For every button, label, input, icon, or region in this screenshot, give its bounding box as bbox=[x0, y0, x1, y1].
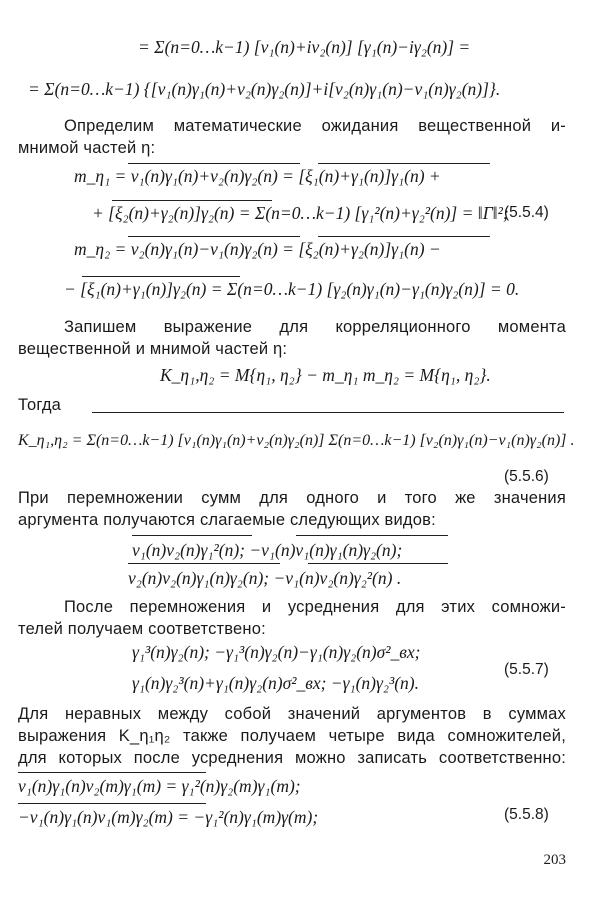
paragraph-2-line-1: Запишем выражение для корреляционного момента bbox=[64, 318, 566, 336]
equation-m-eta2-line-1: m_η₂ = ν₂(n)γ₁(n)−ν₁(n)γ₂(n) = [ξ₂(n)+γ₂(n)]γ₁(n) − bbox=[74, 239, 441, 259]
equation-correlation-moment: K_η₁,η₂ = M{η₁, η₂} − m_η₁ m_η₂ = M{η₁, η₂}. bbox=[160, 365, 491, 385]
equation-number-554: (5.5.4) bbox=[504, 204, 549, 221]
equation-averaged-line-2: γ₁(n)γ₂³(n)+γ₁(n)γ₂(n)σ²_вх; −γ₁(n)γ₂³(n). bbox=[132, 673, 419, 693]
equation-m-eta1-line-2: + [ξ₂(n)+γ₂(n)]γ₂(n) = Σ(n=0…k−1) [γ₁²(n)+γ₂²(n)] = ‖Γ‖²; bbox=[92, 203, 509, 223]
paragraph-then: Тогда bbox=[18, 396, 62, 414]
paragraph-6-line-2: выражения K_η₁η₂ также получаем четыре вида сомножителей, bbox=[18, 727, 566, 745]
overline-12 bbox=[18, 772, 206, 773]
overline-2 bbox=[318, 163, 490, 164]
equation-m-eta1-line-1: m_η₁ = ν₁(n)γ₁(n)+ν₂(n)γ₂(n) = [ξ₁(n)+γ₁(n)]γ₁(n) + bbox=[74, 166, 441, 186]
overline-13 bbox=[18, 803, 206, 804]
paragraph-4-line-1: При перемножении сумм для одного и того же значения bbox=[18, 489, 566, 507]
equation-k-eta-product: K_η₁,η₂ = Σ(n=0…k−1) [ν₁(n)γ₁(n)+ν₂(n)γ₂(n)] Σ(n=0…k−1) [ν₂(n)γ₁(n)−ν₁(n)γ₂(n)] . bbox=[18, 432, 575, 449]
overline-10 bbox=[128, 563, 280, 564]
overline-6 bbox=[82, 276, 240, 277]
equation-unequal-args-line-1: ν₁(n)γ₁(n)ν₂(m)γ₁(m) = γ₁²(n)γ₂(m)γ₁(m); bbox=[18, 776, 301, 796]
equation-unequal-args-line-2: −ν₁(n)γ₁(n)ν₁(m)γ₂(m) = −γ₁²(n)γ₁(m)γ(m); bbox=[18, 807, 319, 827]
overline-5 bbox=[318, 236, 490, 237]
overline-9 bbox=[296, 535, 448, 536]
equation-line-1 bbox=[138, 36, 470, 58]
paragraph-1-line-2: мнимой частей η: bbox=[18, 139, 156, 157]
paragraph-5-line-2: телей получаем соответствено: bbox=[18, 620, 266, 638]
overline-4 bbox=[128, 236, 300, 237]
equation-number-556: (5.5.6) bbox=[504, 468, 549, 485]
paragraph-4-line-2: аргумента получаются слагаемые следующих видов: bbox=[18, 511, 436, 529]
paragraph-6-line-1: Для неравных между собой значений аргументов в суммах bbox=[18, 705, 566, 723]
equation-terms-line-1: ν₁(n)ν₂(n)γ₁²(n); −ν₁(n)ν₁(n)γ₁(n)γ₂(n); bbox=[132, 540, 403, 560]
eq-line-1-text: = Σ(n=0…k−1) [ν₁(n)+iν₂(n)] [γ₁(n)−iγ₂(n)] = bbox=[138, 37, 471, 57]
paragraph-6-line-3: для которых после усреднения можно записать соответственно: bbox=[18, 749, 566, 767]
equation-m-eta2-line-2: − [ξ₁(n)+γ₁(n)]γ₂(n) = Σ(n=0…k−1) [γ₂(n)γ₁(n)−γ₁(n)γ₂(n)] = 0. bbox=[64, 279, 520, 299]
paragraph-5-line-1: После перемножения и усреднения для этих сомножи- bbox=[64, 598, 566, 616]
equation-line-2 bbox=[28, 78, 500, 100]
page-number: 203 bbox=[543, 852, 566, 868]
eq-line-2-text: = Σ(n=0…k−1) {[ν₁(n)γ₁(n)+ν₂(n)γ₂(n)]+i[ν₂(n)γ₁(n)−ν₁(n)γ₂(n)]}. bbox=[28, 79, 501, 99]
overline-7 bbox=[92, 412, 564, 413]
equation-number-557: (5.5.7) bbox=[504, 661, 549, 678]
overline-8 bbox=[132, 535, 252, 536]
equation-number-558: (5.5.8) bbox=[504, 806, 549, 823]
overline-3 bbox=[112, 200, 272, 201]
paragraph-2-line-2: вещественной и мнимой частей η: bbox=[18, 340, 288, 358]
overline-11 bbox=[308, 563, 448, 564]
paragraph-1-line-1: Определим математические ожидания вещественной и- bbox=[64, 117, 566, 135]
overline-1 bbox=[128, 163, 300, 164]
equation-terms-line-2: ν₂(n)ν₂(n)γ₁(n)γ₂(n); −ν₁(n)ν₂(n)γ₂²(n) . bbox=[128, 568, 402, 588]
equation-averaged-line-1: γ₁³(n)γ₂(n); −γ₁³(n)γ₂(n)−γ₁(n)γ₂(n)σ²_вх; bbox=[132, 642, 421, 662]
